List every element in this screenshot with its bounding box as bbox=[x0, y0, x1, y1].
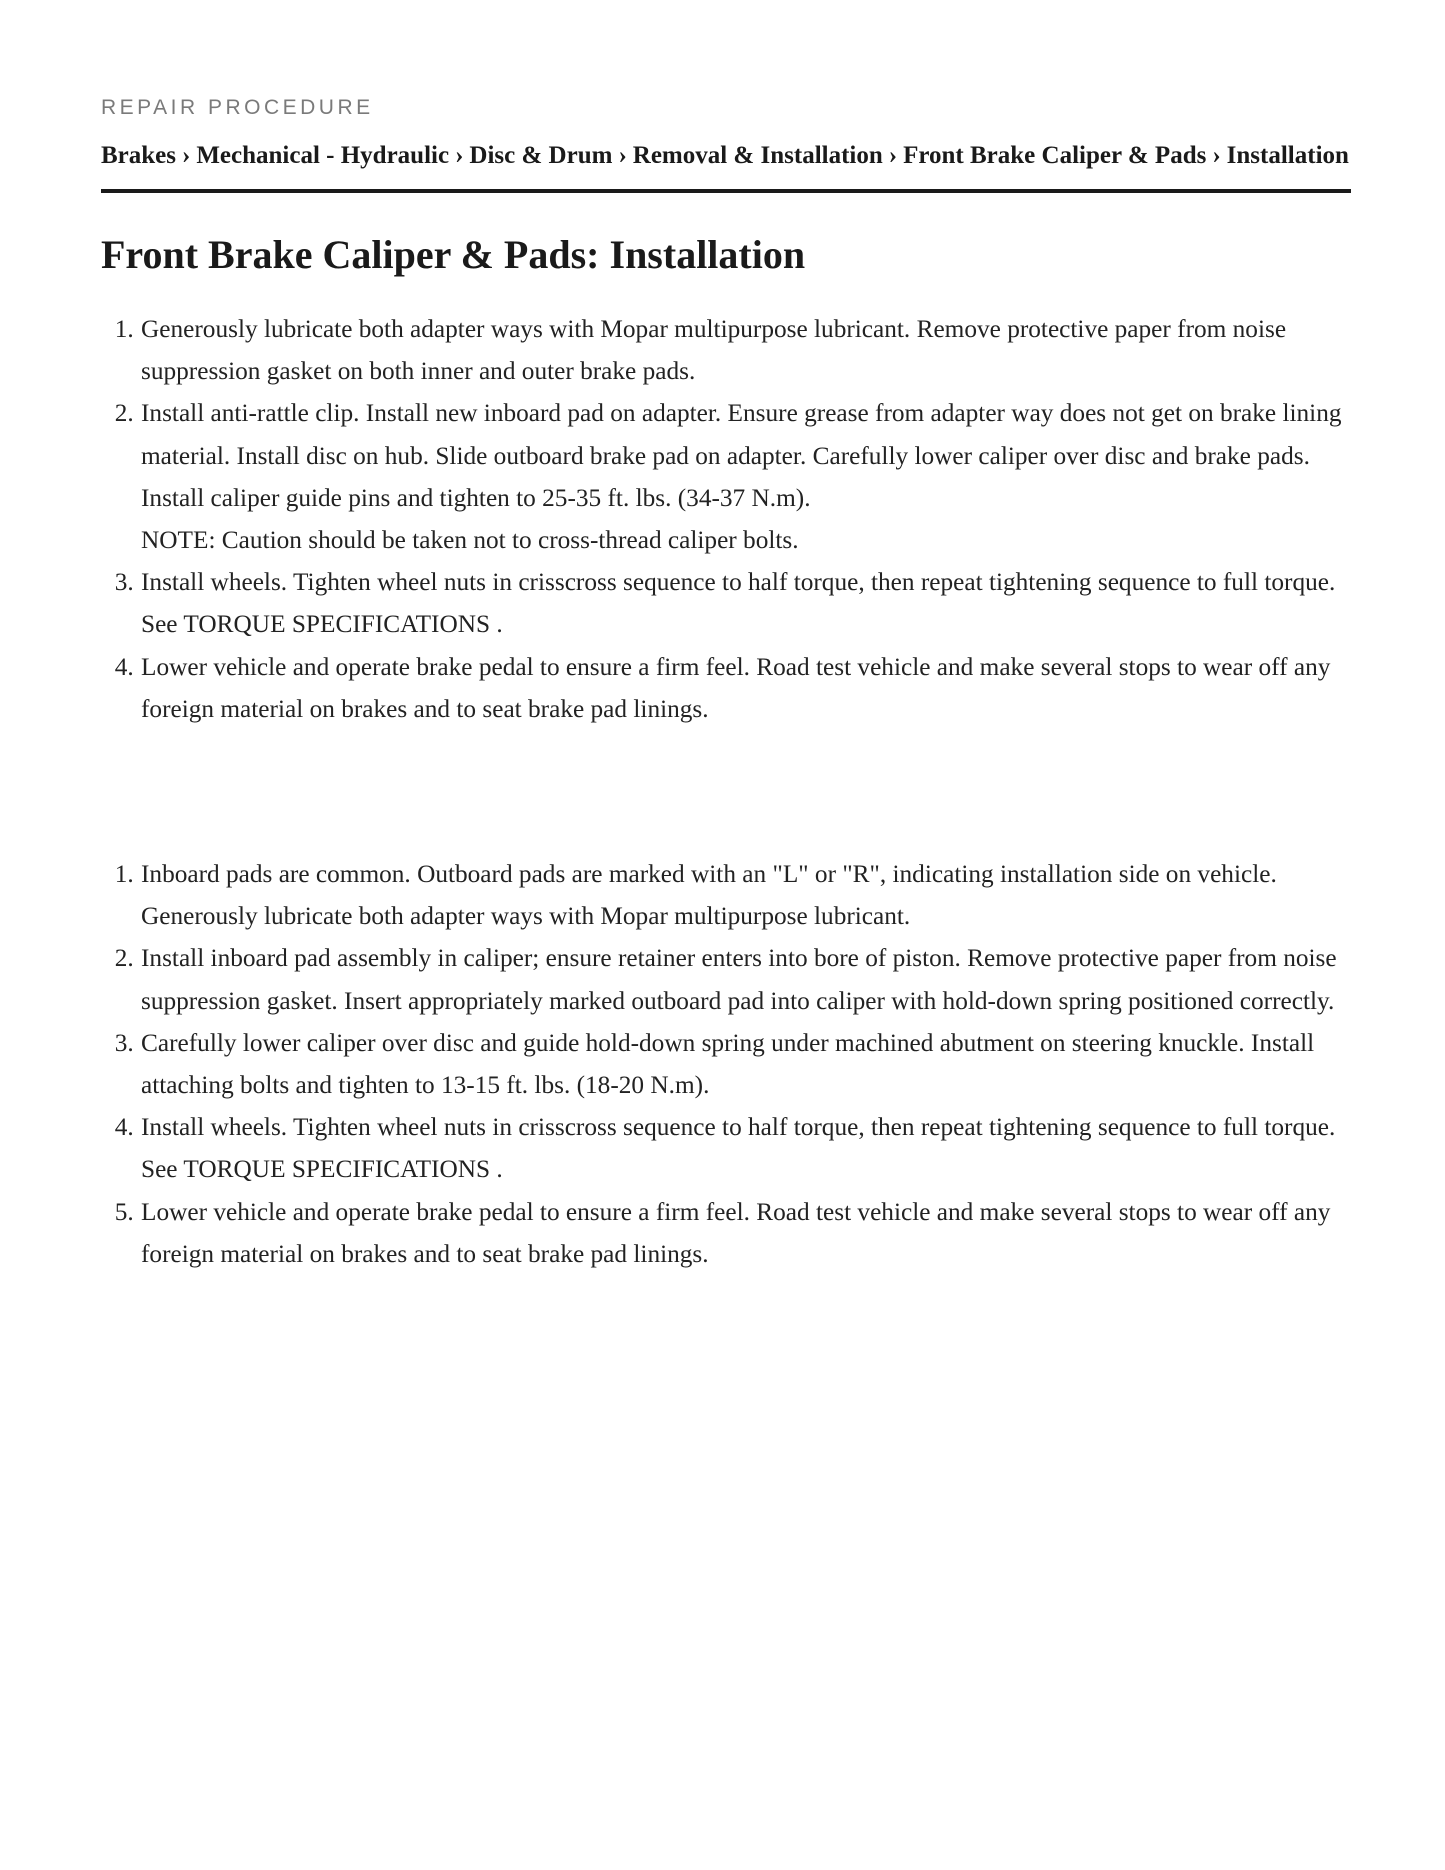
list-item bbox=[140, 561, 1351, 645]
step-text: Lower vehicle and operate brake pedal to ensure a firm feel. Road test vehicle and make several stops to wear off any foreign material on brakes and to seat brake pad linings. bbox=[141, 1197, 1331, 1268]
list-item bbox=[140, 646, 1351, 730]
procedure-steps-list bbox=[101, 308, 1351, 730]
breadcrumb-separator: › bbox=[182, 142, 191, 169]
list-item bbox=[140, 1106, 1351, 1190]
list-item bbox=[140, 392, 1351, 561]
breadcrumb-item-removal-installation[interactable]: Removal & Installation bbox=[632, 142, 883, 169]
list-item bbox=[140, 1022, 1351, 1106]
breadcrumb-item-disc-drum[interactable]: Disc & Drum bbox=[469, 142, 613, 169]
breadcrumb bbox=[101, 136, 1351, 193]
torque-specifications-link[interactable]: TORQUE SPECIFICATIONS bbox=[183, 610, 491, 639]
page-title: Front Brake Caliper & Pads: Installation bbox=[101, 232, 806, 277]
torque-specifications-link[interactable]: TORQUE SPECIFICATIONS bbox=[183, 1155, 491, 1184]
breadcrumb-separator: › bbox=[618, 142, 627, 169]
breadcrumb-item-front-brake-caliper-pads[interactable]: Front Brake Caliper & Pads bbox=[903, 142, 1207, 169]
step-text: Carefully lower caliper over disc and guide hold-down spring under machined abutment on steering knuckle. Install attaching bolts and tighten to 13-15 ft. lbs. (18-20 N.m). bbox=[141, 1028, 1315, 1100]
step-text-end: . bbox=[490, 610, 503, 639]
list-item bbox=[140, 308, 1351, 392]
step-text-end: . bbox=[490, 1155, 503, 1184]
step-note: NOTE: Caution should be taken not to cross-thread caliper bolts. bbox=[141, 526, 799, 555]
section-kicker: REPAIR PROCEDURE bbox=[101, 96, 374, 119]
step-text: Inboard pads are common. Outboard pads are marked with an "L" or "R", indicating installation side on vehicle. Generously lubricate both adapter ways with Mopar multipurpose lubricant. bbox=[141, 860, 1277, 931]
breadcrumb-separator: › bbox=[888, 142, 898, 169]
procedure-steps-list bbox=[101, 853, 1351, 1275]
step-text: Install inboard pad assembly in caliper; ensure retainer enters into bore of piston. Remove protective paper from noise suppression gasket. Insert appropriately marked outboard pad into caliper with hold-down spring positioned correctly. bbox=[141, 944, 1337, 1015]
list-item bbox=[140, 853, 1351, 937]
breadcrumb-item-installation: Installation bbox=[1226, 142, 1349, 169]
breadcrumb-item-mechanical-hydraulic[interactable]: Mechanical - Hydraulic bbox=[196, 142, 450, 169]
step-text: Install wheels. Tighten wheel nuts in crisscross sequence to half torque, then repeat tightening sequence to full torque. See bbox=[141, 1113, 1336, 1184]
step-text: Lower vehicle and operate brake pedal to ensure a firm feel. Road test vehicle and make several stops to wear off any foreign material on brakes and to seat brake pad linings. bbox=[141, 652, 1331, 723]
breadcrumb-separator: › bbox=[455, 142, 464, 169]
list-item bbox=[140, 937, 1351, 1021]
step-text: Install anti-rattle clip. Install new inboard pad on adapter. Ensure grease from adapter way does not get on brake lining material. Install disc on hub. Slide outboard brake pad on adapter. Carefully lower caliper over disc and brake pads. Install caliper guide pins and tighten to 25-35 ft. lbs. (34-37 N.m). bbox=[141, 399, 1342, 512]
list-item bbox=[140, 1191, 1351, 1275]
document-page bbox=[101, 0, 1351, 1275]
breadcrumb-item-brakes[interactable]: Brakes bbox=[101, 142, 176, 169]
step-text: Install wheels. Tighten wheel nuts in crisscross sequence to half torque, then repeat tightening sequence to full torque. See bbox=[141, 568, 1336, 639]
breadcrumb-separator: › bbox=[1212, 142, 1221, 169]
step-text: Generously lubricate both adapter ways with Mopar multipurpose lubricant. Remove protective paper from noise suppression gasket on both inner and outer brake pads. bbox=[141, 315, 1287, 386]
